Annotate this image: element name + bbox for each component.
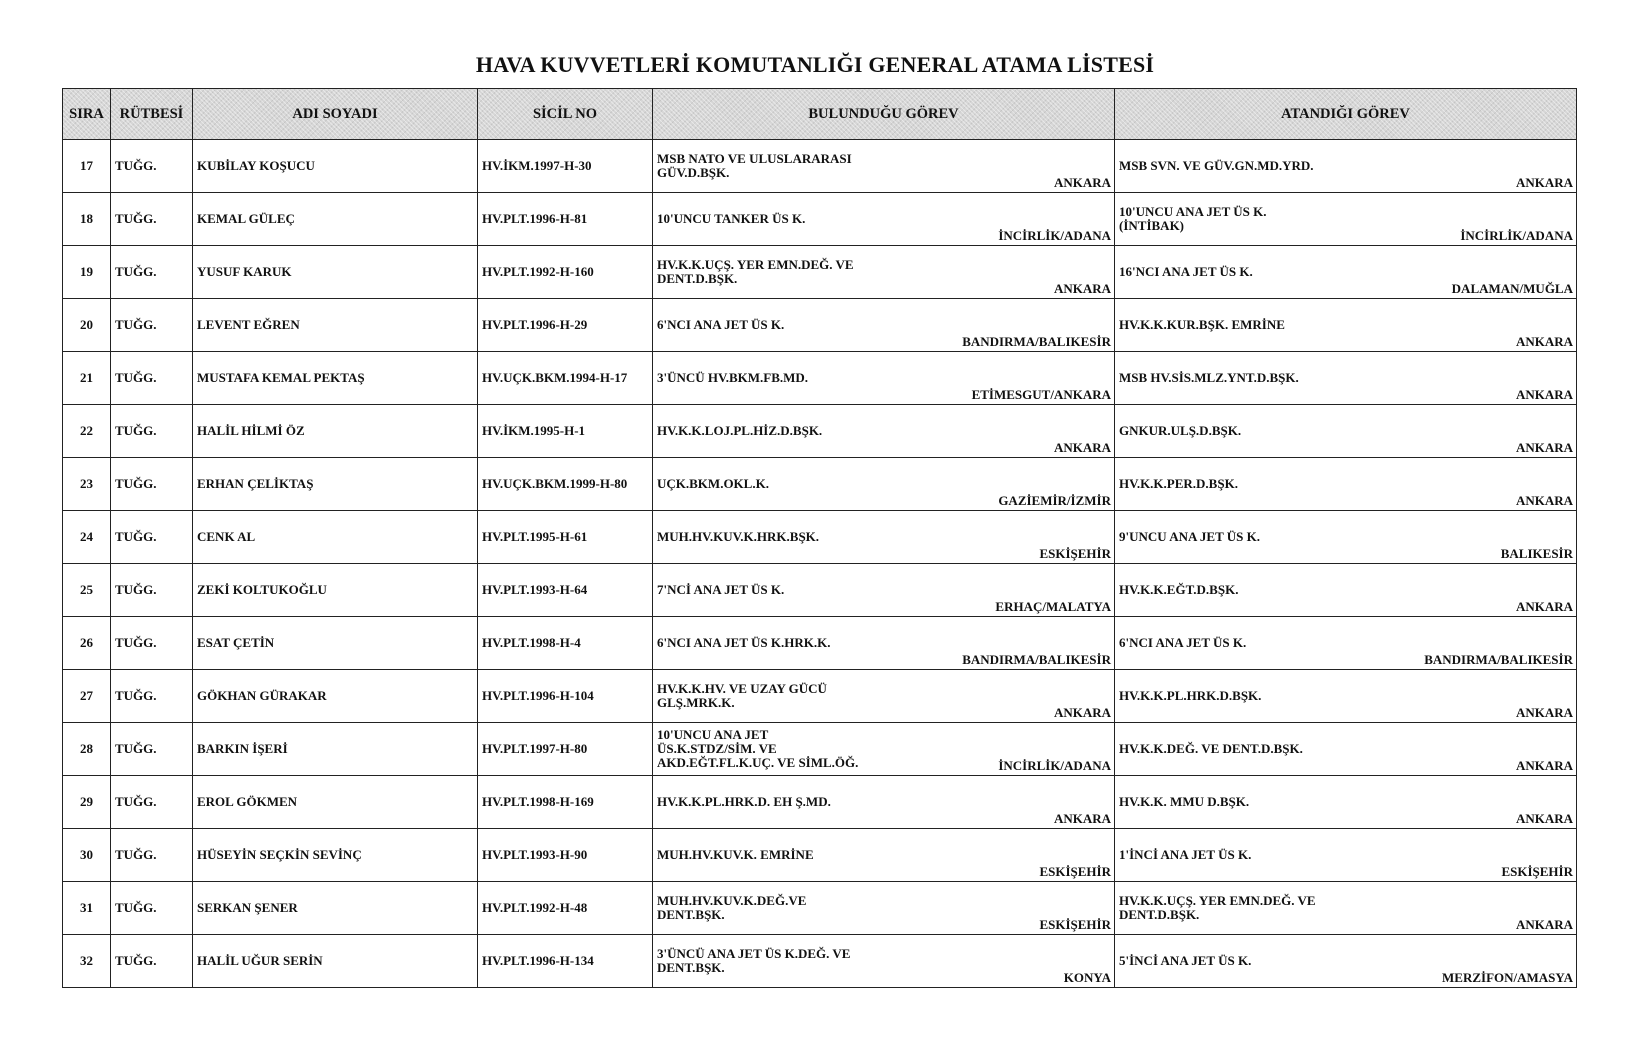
atandigi-gorev-location: BANDIRMA/BALIKESİR bbox=[1424, 652, 1573, 667]
atandigi-gorev-text: 5'İNCİ ANA JET ÜS K. bbox=[1119, 953, 1252, 968]
bulundugu-gorev-text: HV.K.K.LOJ.PL.HİZ.D.BŞK. bbox=[657, 423, 823, 438]
cell-rutbe: TUĞG. bbox=[111, 882, 193, 935]
cell-adi-soyadi: ZEKİ KOLTUKOĞLU bbox=[193, 564, 478, 617]
bulundugu-gorev-text: 6'NCI ANA JET ÜS K.HRK.K. bbox=[657, 635, 831, 650]
atandigi-gorev-location: ANKARA bbox=[1515, 334, 1573, 349]
cell-atandigi-gorev bbox=[1115, 882, 1577, 935]
cell-sicil-no: HV.UÇK.BKM.1999-H-80 bbox=[478, 458, 653, 511]
cell-adi-soyadi: KUBİLAY KOŞUCU bbox=[193, 140, 478, 193]
bulundugu-gorev-text: 10'UNCU TANKER ÜS K. bbox=[657, 211, 806, 226]
bulundugu-gorev-text: 6'NCI ANA JET ÜS K. bbox=[657, 317, 785, 332]
table-row bbox=[63, 670, 1577, 723]
cell-bulundugu-gorev bbox=[653, 776, 1115, 829]
cell-bulundugu-gorev bbox=[653, 723, 1115, 776]
header-adi-soyadi: ADI SOYADI bbox=[193, 89, 478, 140]
bulundugu-gorev-location: KONYA bbox=[1063, 970, 1111, 985]
assignment-table bbox=[62, 88, 1577, 988]
cell-sira: 21 bbox=[63, 352, 111, 405]
cell-rutbe: TUĞG. bbox=[111, 246, 193, 299]
bulundugu-gorev-text: 10'UNCU ANA JET ÜS.K.STDZ/SİM. VE AKD.EĞT.FL.K.UÇ. VE SİML.ÖĞ. bbox=[657, 727, 859, 770]
cell-sira: 17 bbox=[63, 140, 111, 193]
cell-bulundugu-gorev bbox=[653, 882, 1115, 935]
cell-sicil-no: HV.PLT.1998-H-4 bbox=[478, 617, 653, 670]
cell-rutbe: TUĞG. bbox=[111, 352, 193, 405]
cell-sira: 24 bbox=[63, 511, 111, 564]
cell-bulundugu-gorev bbox=[653, 670, 1115, 723]
cell-sicil-no: HV.PLT.1996-H-134 bbox=[478, 935, 653, 988]
bulundugu-gorev-location: BANDIRMA/BALIKESİR bbox=[962, 334, 1111, 349]
atandigi-gorev-text: HV.K.K.KUR.BŞK. EMRİNE bbox=[1119, 317, 1285, 332]
bulundugu-gorev-text: 3'ÜNCÜ HV.BKM.FB.MD. bbox=[657, 370, 809, 385]
atandigi-gorev-text: HV.K.K. MMU D.BŞK. bbox=[1119, 794, 1250, 809]
cell-sira: 29 bbox=[63, 776, 111, 829]
cell-atandigi-gorev bbox=[1115, 299, 1577, 352]
cell-atandigi-gorev bbox=[1115, 776, 1577, 829]
atandigi-gorev-text: 16'NCI ANA JET ÜS K. bbox=[1119, 264, 1253, 279]
cell-sira: 18 bbox=[63, 193, 111, 246]
cell-bulundugu-gorev bbox=[653, 299, 1115, 352]
atandigi-gorev-location: DALAMAN/MUĞLA bbox=[1451, 281, 1573, 296]
bulundugu-gorev-location: ESKİŞEHİR bbox=[1039, 546, 1111, 561]
atandigi-gorev-text: HV.K.K.PL.HRK.D.BŞK. bbox=[1119, 688, 1262, 703]
table-row bbox=[63, 193, 1577, 246]
cell-sira: 30 bbox=[63, 829, 111, 882]
table-row bbox=[63, 935, 1577, 988]
header-atandigi-gorev: ATANDIĞI GÖREV bbox=[1115, 89, 1577, 140]
cell-sira: 23 bbox=[63, 458, 111, 511]
atandigi-gorev-location: ANKARA bbox=[1515, 599, 1573, 614]
cell-adi-soyadi: KEMAL GÜLEÇ bbox=[193, 193, 478, 246]
cell-sicil-no: HV.PLT.1997-H-80 bbox=[478, 723, 653, 776]
cell-adi-soyadi: HÜSEYİN SEÇKİN SEVİNÇ bbox=[193, 829, 478, 882]
cell-bulundugu-gorev bbox=[653, 193, 1115, 246]
cell-sicil-no: HV.PLT.1992-H-160 bbox=[478, 246, 653, 299]
cell-adi-soyadi: ERHAN ÇELİKTAŞ bbox=[193, 458, 478, 511]
cell-rutbe: TUĞG. bbox=[111, 299, 193, 352]
table-row bbox=[63, 246, 1577, 299]
header-sicil-no: SİCİL NO bbox=[478, 89, 653, 140]
cell-adi-soyadi: SERKAN ŞENER bbox=[193, 882, 478, 935]
atandigi-gorev-location: İNCİRLİK/ADANA bbox=[1460, 228, 1573, 243]
atandigi-gorev-location: ANKARA bbox=[1515, 387, 1573, 402]
cell-sicil-no: HV.PLT.1992-H-48 bbox=[478, 882, 653, 935]
table-row bbox=[63, 776, 1577, 829]
cell-sira: 20 bbox=[63, 299, 111, 352]
atandigi-gorev-location: ANKARA bbox=[1515, 811, 1573, 826]
cell-atandigi-gorev bbox=[1115, 723, 1577, 776]
table-row bbox=[63, 405, 1577, 458]
cell-bulundugu-gorev bbox=[653, 140, 1115, 193]
cell-sicil-no: HV.İKM.1995-H-1 bbox=[478, 405, 653, 458]
cell-atandigi-gorev bbox=[1115, 829, 1577, 882]
header-sira: SIRA bbox=[63, 89, 111, 140]
atandigi-gorev-text: HV.K.K.DEĞ. VE DENT.D.BŞK. bbox=[1119, 741, 1303, 756]
table-row bbox=[63, 723, 1577, 776]
bulundugu-gorev-location: BANDIRMA/BALIKESİR bbox=[962, 652, 1111, 667]
cell-rutbe: TUĞG. bbox=[111, 405, 193, 458]
cell-atandigi-gorev bbox=[1115, 617, 1577, 670]
cell-adi-soyadi: YUSUF KARUK bbox=[193, 246, 478, 299]
bulundugu-gorev-location: ANKARA bbox=[1053, 705, 1111, 720]
atandigi-gorev-text: HV.K.K.EĞT.D.BŞK. bbox=[1119, 582, 1239, 597]
atandigi-gorev-location: ANKARA bbox=[1515, 175, 1573, 190]
cell-bulundugu-gorev bbox=[653, 617, 1115, 670]
table-row bbox=[63, 882, 1577, 935]
atandigi-gorev-location: MERZİFON/AMASYA bbox=[1442, 970, 1573, 985]
bulundugu-gorev-location: ANKARA bbox=[1053, 281, 1111, 296]
cell-sicil-no: HV.UÇK.BKM.1994-H-17 bbox=[478, 352, 653, 405]
cell-rutbe: TUĞG. bbox=[111, 458, 193, 511]
cell-sicil-no: HV.PLT.1996-H-81 bbox=[478, 193, 653, 246]
bulundugu-gorev-text: MSB NATO VE ULUSLARARASI GÜV.D.BŞK. bbox=[657, 151, 852, 180]
cell-sira: 31 bbox=[63, 882, 111, 935]
bulundugu-gorev-location: ETİMESGUT/ANKARA bbox=[971, 387, 1111, 402]
atandigi-gorev-text: HV.K.K.UÇŞ. YER EMN.DEĞ. VE DENT.D.BŞK. bbox=[1119, 893, 1316, 922]
cell-bulundugu-gorev bbox=[653, 935, 1115, 988]
cell-adi-soyadi: ESAT ÇETİN bbox=[193, 617, 478, 670]
cell-adi-soyadi: HALİL HİLMİ ÖZ bbox=[193, 405, 478, 458]
cell-atandigi-gorev bbox=[1115, 140, 1577, 193]
atandigi-gorev-location: ANKARA bbox=[1515, 440, 1573, 455]
cell-sicil-no: HV.PLT.1996-H-104 bbox=[478, 670, 653, 723]
cell-adi-soyadi: LEVENT EĞREN bbox=[193, 299, 478, 352]
cell-adi-soyadi: CENK AL bbox=[193, 511, 478, 564]
table-row bbox=[63, 299, 1577, 352]
cell-rutbe: TUĞG. bbox=[111, 564, 193, 617]
cell-atandigi-gorev bbox=[1115, 935, 1577, 988]
cell-atandigi-gorev bbox=[1115, 670, 1577, 723]
cell-sicil-no: HV.PLT.1996-H-29 bbox=[478, 299, 653, 352]
cell-sira: 27 bbox=[63, 670, 111, 723]
cell-rutbe: TUĞG. bbox=[111, 935, 193, 988]
cell-atandigi-gorev bbox=[1115, 511, 1577, 564]
table-row bbox=[63, 511, 1577, 564]
cell-adi-soyadi: GÖKHAN GÜRAKAR bbox=[193, 670, 478, 723]
cell-bulundugu-gorev bbox=[653, 564, 1115, 617]
table-header-row bbox=[63, 89, 1577, 140]
bulundugu-gorev-text: HV.K.K.HV. VE UZAY GÜCÜ GLŞ.MRK.K. bbox=[657, 681, 827, 710]
cell-bulundugu-gorev bbox=[653, 352, 1115, 405]
table-row bbox=[63, 352, 1577, 405]
bulundugu-gorev-location: ERHAÇ/MALATYA bbox=[995, 599, 1111, 614]
table-row bbox=[63, 617, 1577, 670]
cell-sira: 28 bbox=[63, 723, 111, 776]
cell-rutbe: TUĞG. bbox=[111, 140, 193, 193]
cell-sicil-no: HV.İKM.1997-H-30 bbox=[478, 140, 653, 193]
cell-rutbe: TUĞG. bbox=[111, 193, 193, 246]
atandigi-gorev-text: 9'UNCU ANA JET ÜS K. bbox=[1119, 529, 1260, 544]
cell-atandigi-gorev bbox=[1115, 352, 1577, 405]
table-row bbox=[63, 829, 1577, 882]
bulundugu-gorev-text: UÇK.BKM.OKL.K. bbox=[657, 476, 769, 491]
cell-rutbe: TUĞG. bbox=[111, 511, 193, 564]
bulundugu-gorev-location: ANKARA bbox=[1053, 440, 1111, 455]
header-rutbe: RÜTBESİ bbox=[111, 89, 193, 140]
cell-sira: 26 bbox=[63, 617, 111, 670]
cell-sicil-no: HV.PLT.1993-H-64 bbox=[478, 564, 653, 617]
atandigi-gorev-location: ANKARA bbox=[1515, 705, 1573, 720]
bulundugu-gorev-location: ESKİŞEHİR bbox=[1039, 864, 1111, 879]
atandigi-gorev-text: 10'UNCU ANA JET ÜS K. (İNTİBAK) bbox=[1119, 204, 1267, 233]
cell-sicil-no: HV.PLT.1995-H-61 bbox=[478, 511, 653, 564]
atandigi-gorev-location: BALIKESİR bbox=[1500, 546, 1573, 561]
cell-sicil-no: HV.PLT.1993-H-90 bbox=[478, 829, 653, 882]
bulundugu-gorev-text: MUH.HV.KUV.K. EMRİNE bbox=[657, 847, 814, 862]
bulundugu-gorev-location: ESKİŞEHİR bbox=[1039, 917, 1111, 932]
document-title: HAVA KUVVETLERİ KOMUTANLIĞI GENERAL ATAMA LİSTESİ bbox=[475, 52, 1155, 77]
bulundugu-gorev-text: MUH.HV.KUV.K.HRK.BŞK. bbox=[657, 529, 820, 544]
cell-bulundugu-gorev bbox=[653, 458, 1115, 511]
cell-bulundugu-gorev bbox=[653, 405, 1115, 458]
table-row bbox=[63, 458, 1577, 511]
atandigi-gorev-location: ANKARA bbox=[1515, 493, 1573, 508]
cell-adi-soyadi: EROL GÖKMEN bbox=[193, 776, 478, 829]
cell-sicil-no: HV.PLT.1998-H-169 bbox=[478, 776, 653, 829]
table-row bbox=[63, 140, 1577, 193]
cell-atandigi-gorev bbox=[1115, 405, 1577, 458]
atandigi-gorev-location: ANKARA bbox=[1515, 917, 1573, 932]
atandigi-gorev-text: 6'NCI ANA JET ÜS K. bbox=[1119, 635, 1247, 650]
cell-sira: 25 bbox=[63, 564, 111, 617]
table-row bbox=[63, 564, 1577, 617]
cell-sira: 19 bbox=[63, 246, 111, 299]
cell-rutbe: TUĞG. bbox=[111, 829, 193, 882]
bulundugu-gorev-text: 3'ÜNCÜ ANA JET ÜS K.DEĞ. VE DENT.BŞK. bbox=[657, 946, 851, 975]
cell-atandigi-gorev bbox=[1115, 564, 1577, 617]
bulundugu-gorev-location: ANKARA bbox=[1053, 811, 1111, 826]
atandigi-gorev-text: HV.K.K.PER.D.BŞK. bbox=[1119, 476, 1238, 491]
atandigi-gorev-text: 1'İNCİ ANA JET ÜS K. bbox=[1119, 847, 1252, 862]
header-bulundugu-gorev: BULUNDUĞU GÖREV bbox=[653, 89, 1115, 140]
cell-sira: 22 bbox=[63, 405, 111, 458]
bulundugu-gorev-text: 7'NCİ ANA JET ÜS K. bbox=[657, 582, 785, 597]
cell-adi-soyadi: HALİL UĞUR SERİN bbox=[193, 935, 478, 988]
cell-adi-soyadi: BARKIN İŞERİ bbox=[193, 723, 478, 776]
cell-rutbe: TUĞG. bbox=[111, 617, 193, 670]
bulundugu-gorev-location: İNCİRLİK/ADANA bbox=[998, 228, 1111, 243]
cell-sira: 32 bbox=[63, 935, 111, 988]
cell-adi-soyadi: MUSTAFA KEMAL PEKTAŞ bbox=[193, 352, 478, 405]
cell-rutbe: TUĞG. bbox=[111, 670, 193, 723]
atandigi-gorev-location: ANKARA bbox=[1515, 758, 1573, 773]
atandigi-gorev-text: MSB SVN. VE GÜV.GN.MD.YRD. bbox=[1119, 158, 1314, 173]
bulundugu-gorev-text: MUH.HV.KUV.K.DEĞ.VE DENT.BŞK. bbox=[657, 893, 807, 922]
atandigi-gorev-text: MSB HV.SİS.MLZ.YNT.D.BŞK. bbox=[1119, 370, 1299, 385]
bulundugu-gorev-location: İNCİRLİK/ADANA bbox=[998, 758, 1111, 773]
bulundugu-gorev-text: HV.K.K.UÇŞ. YER EMN.DEĞ. VE DENT.D.BŞK. bbox=[657, 257, 854, 286]
cell-atandigi-gorev bbox=[1115, 458, 1577, 511]
atandigi-gorev-location: ESKİŞEHİR bbox=[1501, 864, 1573, 879]
cell-atandigi-gorev bbox=[1115, 193, 1577, 246]
atandigi-gorev-text: GNKUR.ULŞ.D.BŞK. bbox=[1119, 423, 1242, 438]
cell-bulundugu-gorev bbox=[653, 829, 1115, 882]
bulundugu-gorev-text: HV.K.K.PL.HRK.D. EH Ş.MD. bbox=[657, 794, 831, 809]
cell-rutbe: TUĞG. bbox=[111, 723, 193, 776]
cell-atandigi-gorev bbox=[1115, 246, 1577, 299]
cell-bulundugu-gorev bbox=[653, 511, 1115, 564]
bulundugu-gorev-location: ANKARA bbox=[1053, 175, 1111, 190]
cell-bulundugu-gorev bbox=[653, 246, 1115, 299]
cell-rutbe: TUĞG. bbox=[111, 776, 193, 829]
bulundugu-gorev-location: GAZİEMİR/İZMİR bbox=[998, 493, 1111, 508]
